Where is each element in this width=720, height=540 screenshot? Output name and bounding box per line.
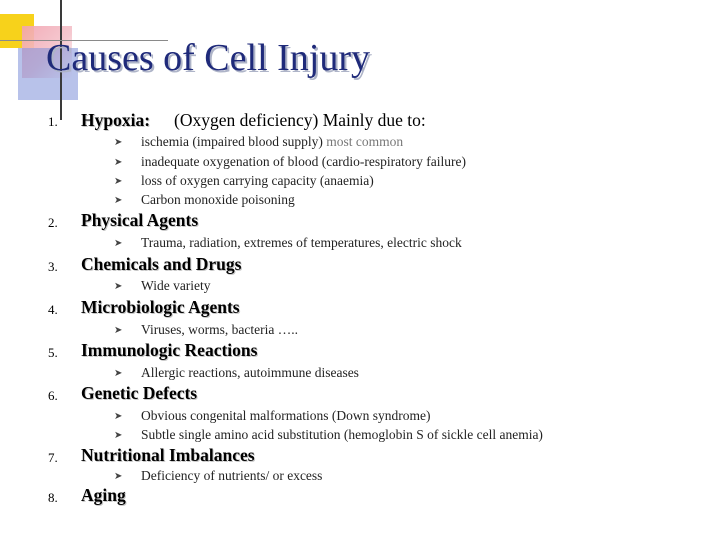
item-number: 6. bbox=[48, 388, 58, 403]
item-heading: Aging bbox=[81, 485, 126, 505]
item-number: 8. bbox=[48, 490, 58, 505]
item-heading: Physical Agents bbox=[81, 210, 199, 230]
subitem-text: Viruses, worms, bacteria ….. bbox=[141, 322, 299, 337]
heading-text: Hypoxia: bbox=[81, 110, 151, 130]
arrow-bullet-icon: ➤ bbox=[114, 471, 123, 482]
arrow-bullet-icon: ➤ bbox=[114, 430, 123, 441]
arrow-bullet-icon: ➤ bbox=[114, 157, 123, 168]
item-number: 4. bbox=[48, 302, 58, 317]
subitem-note: most common bbox=[326, 134, 404, 149]
arrow-bullet-icon: ➤ bbox=[114, 281, 123, 292]
arrow-bullet-icon: ➤ bbox=[114, 176, 123, 187]
item-number: 2. bbox=[48, 215, 58, 230]
subitem-text: loss of oxygen carrying capacity (anaemia) bbox=[141, 173, 374, 188]
subitem-text: Obvious congenital malformations (Down syndrome) bbox=[141, 408, 431, 423]
item-heading: Nutritional Imbalances bbox=[81, 445, 255, 465]
subitem-text bbox=[141, 134, 403, 150]
item-heading: Genetic Defects bbox=[81, 383, 198, 403]
subitem-text: inadequate oxygenation of blood (cardio-respiratory failure) bbox=[141, 154, 466, 169]
item-number: 3. bbox=[48, 259, 58, 274]
heading-note: (Oxygen deficiency) Mainly due to: bbox=[174, 110, 426, 130]
item-number: 5. bbox=[48, 345, 58, 360]
item-heading: Chemicals and Drugs bbox=[81, 254, 242, 274]
arrow-bullet-icon: ➤ bbox=[114, 411, 123, 422]
subitem-text: Deficiency of nutrients/ or excess bbox=[141, 468, 323, 483]
item-heading: Microbiologic Agents bbox=[81, 297, 240, 317]
arrow-bullet-icon: ➤ bbox=[114, 368, 123, 379]
arrow-bullet-icon: ➤ bbox=[114, 137, 123, 148]
arrow-bullet-icon: ➤ bbox=[114, 195, 123, 206]
subitem-text: Wide variety bbox=[141, 278, 211, 293]
subitem-main: ischemia (impaired blood supply) bbox=[141, 134, 323, 149]
item-heading: Immunologic Reactions bbox=[81, 340, 258, 360]
subitem-text: Subtle single amino acid substitution (hemoglobin S of sickle cell anemia) bbox=[141, 427, 543, 442]
item-heading bbox=[81, 110, 426, 131]
item-number: 1. bbox=[48, 114, 58, 129]
item-number: 7. bbox=[48, 450, 58, 465]
slide-title: Causes of Cell Injury bbox=[46, 37, 371, 79]
arrow-bullet-icon: ➤ bbox=[114, 238, 123, 249]
subitem-text: Allergic reactions, autoimmune diseases bbox=[141, 365, 359, 380]
subitem-text: Trauma, radiation, extremes of temperatures, electric shock bbox=[141, 235, 462, 250]
subitem-text: Carbon monoxide poisoning bbox=[141, 192, 295, 207]
arrow-bullet-icon: ➤ bbox=[114, 325, 123, 336]
